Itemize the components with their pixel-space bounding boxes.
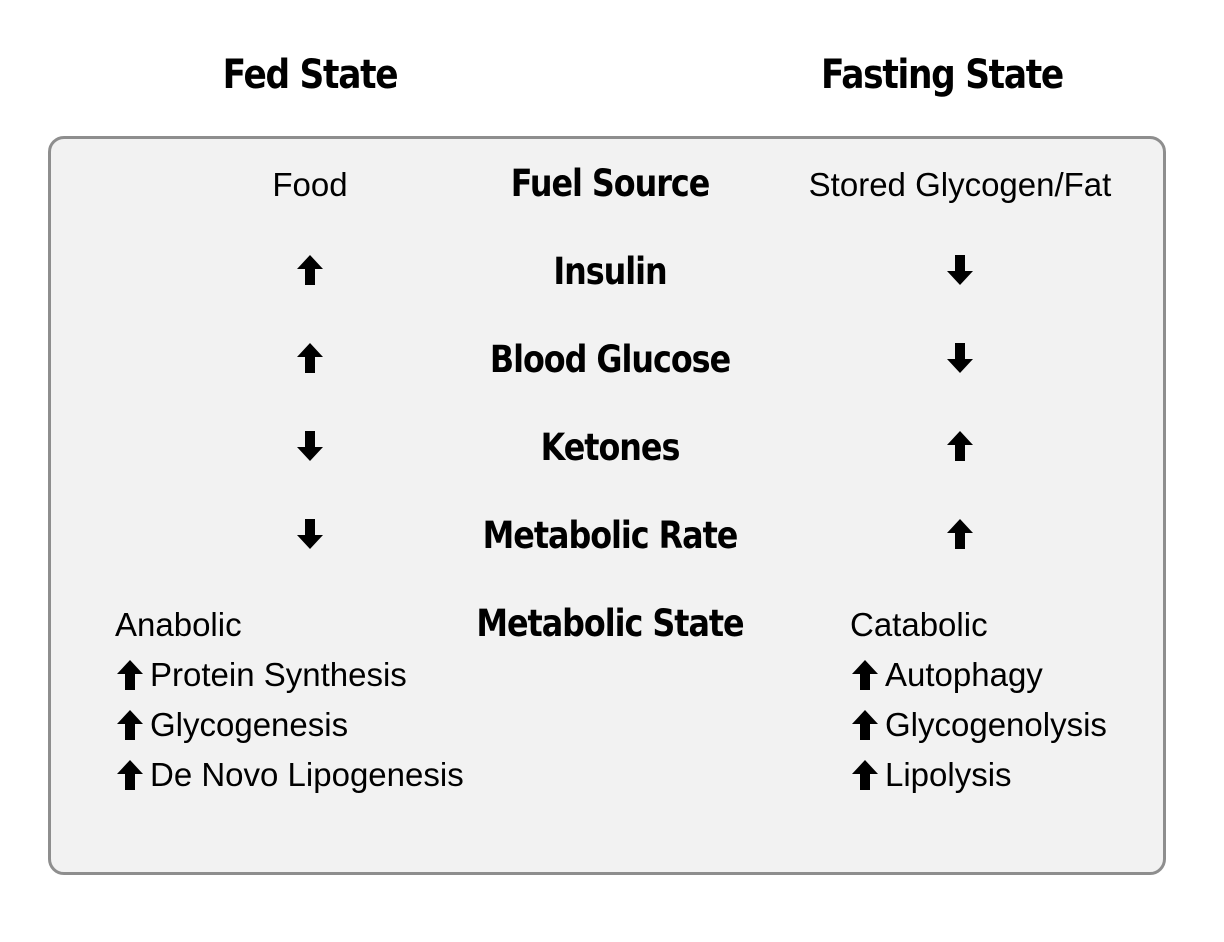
fasting-insulin bbox=[760, 254, 1160, 294]
arrow-up-icon bbox=[115, 759, 145, 791]
list-item bbox=[115, 750, 464, 800]
arrow-up-icon bbox=[115, 659, 145, 691]
list-item-label: Lipolysis bbox=[885, 756, 1012, 793]
fasting-state-header: Fasting State bbox=[821, 52, 1063, 98]
row-label-fuel-source: Fuel Source bbox=[510, 162, 710, 205]
arrow-up-icon bbox=[850, 709, 880, 741]
catabolic-label: Catabolic bbox=[850, 606, 988, 643]
arrow-up-icon bbox=[115, 709, 145, 741]
fasting-state-title bbox=[850, 600, 1107, 650]
fed-state-header: Fed State bbox=[222, 52, 398, 98]
arrow-down-icon bbox=[946, 342, 974, 374]
list-item bbox=[850, 650, 1107, 700]
fed-state-title bbox=[115, 600, 464, 650]
arrow-up-icon bbox=[296, 342, 324, 374]
fasting-blood-glucose bbox=[760, 342, 1160, 382]
list-item-label: Glycogenesis bbox=[150, 706, 349, 743]
fed-blood-glucose bbox=[160, 342, 460, 382]
row-label-ketones: Ketones bbox=[540, 426, 680, 469]
arrow-down-icon bbox=[296, 430, 324, 462]
fed-insulin bbox=[160, 254, 460, 294]
fasting-fuel-source: Stored Glycogen/Fat bbox=[808, 166, 1112, 203]
row-label-blood-glucose: Blood Glucose bbox=[489, 338, 731, 381]
fasting-ketones bbox=[760, 430, 1160, 470]
arrow-down-icon bbox=[296, 518, 324, 550]
arrow-up-icon bbox=[850, 659, 880, 691]
anabolic-label: Anabolic bbox=[115, 606, 242, 643]
row-label-metabolic-state: Metabolic State bbox=[476, 602, 744, 645]
arrow-up-icon bbox=[850, 759, 880, 791]
arrow-down-icon bbox=[946, 254, 974, 286]
list-item bbox=[850, 750, 1107, 800]
row-label-insulin: Insulin bbox=[553, 250, 667, 293]
list-item-label: Autophagy bbox=[885, 656, 1043, 693]
fed-metabolic-rate bbox=[160, 518, 460, 558]
fed-fuel-source: Food bbox=[272, 166, 348, 203]
fasting-metabolic-state bbox=[850, 600, 1107, 800]
list-item-label: Protein Synthesis bbox=[150, 656, 407, 693]
fasting-metabolic-rate bbox=[760, 518, 1160, 558]
list-item bbox=[115, 700, 464, 750]
list-item-label: Glycogenolysis bbox=[885, 706, 1107, 743]
fed-ketones bbox=[160, 430, 460, 470]
arrow-up-icon bbox=[296, 254, 324, 286]
arrow-up-icon bbox=[946, 518, 974, 550]
list-item bbox=[115, 650, 464, 700]
fed-metabolic-state bbox=[115, 600, 464, 800]
list-item-label: De Novo Lipogenesis bbox=[150, 756, 464, 793]
row-label-metabolic-rate: Metabolic Rate bbox=[482, 514, 738, 557]
arrow-up-icon bbox=[946, 430, 974, 462]
list-item bbox=[850, 700, 1107, 750]
